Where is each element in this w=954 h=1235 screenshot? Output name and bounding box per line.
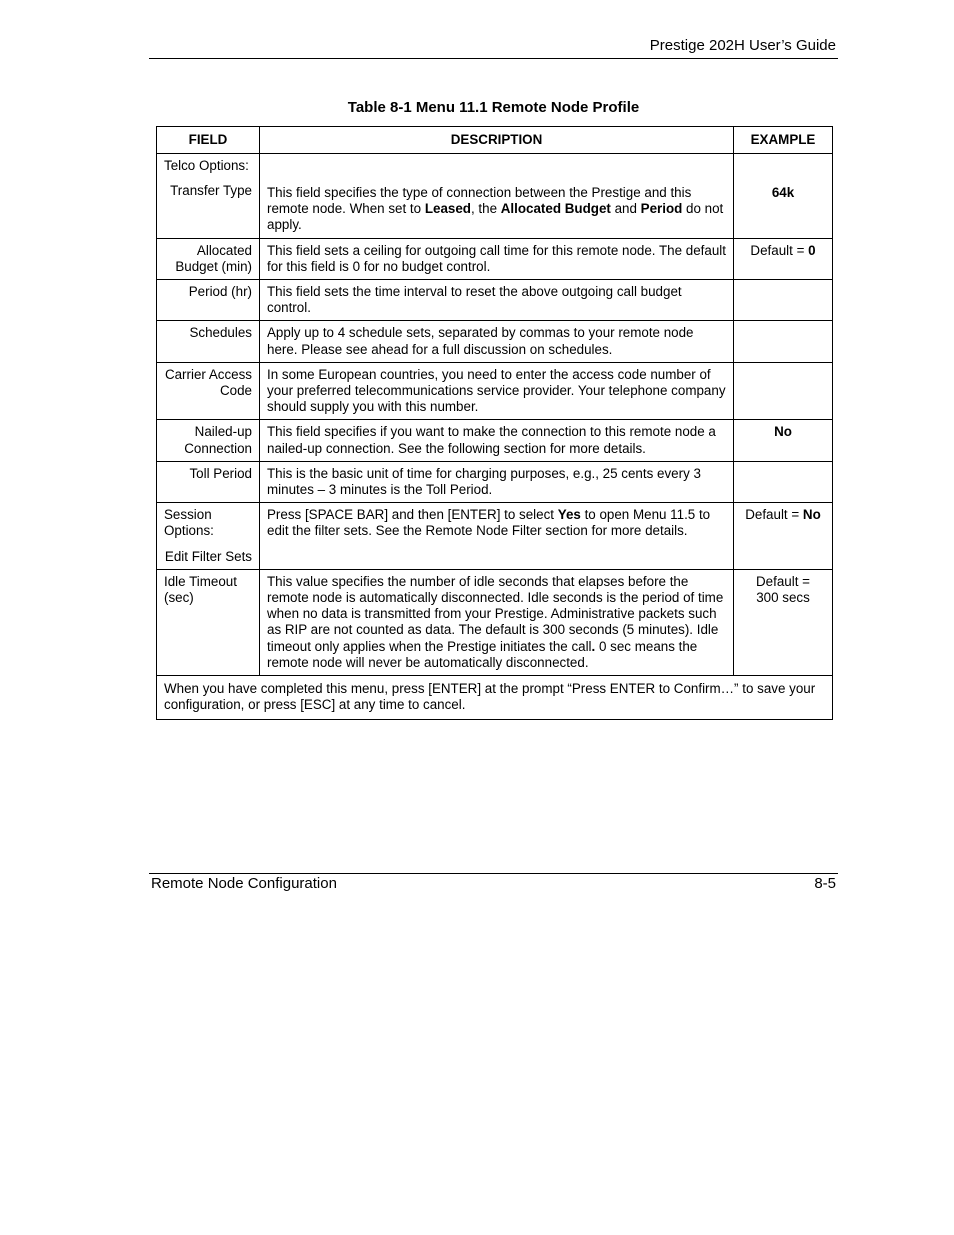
description-text: do not apply. xyxy=(267,201,724,233)
description-cell xyxy=(260,238,734,279)
table-row xyxy=(157,362,833,420)
description-text: This field sets the time interval to reset the above outgoing call budget control. xyxy=(267,284,682,316)
footnote-cell xyxy=(157,676,833,720)
footer-divider xyxy=(149,873,838,874)
field-label: Schedules xyxy=(189,325,252,341)
running-header: Prestige 202H User’s Guide xyxy=(649,37,836,54)
example-cell xyxy=(734,569,833,675)
footnote-text: When you have completed this menu, press [ENTER] at the prompt “Press ENTER to Confirm…” to save your configuration, or press [ESC] at any time to cancel. xyxy=(164,681,816,713)
field-cell xyxy=(157,503,260,570)
example-value: No xyxy=(774,424,792,440)
table-row xyxy=(157,420,833,461)
field-cell xyxy=(157,461,260,502)
example-cell xyxy=(734,503,833,570)
table-row xyxy=(157,569,833,675)
example-prefix: Default = 300 secs xyxy=(756,573,810,606)
field-group-label: Telco Options: xyxy=(164,158,249,173)
description-text: , the xyxy=(470,201,501,217)
footer-chapter: Remote Node Configuration xyxy=(151,875,337,892)
description-cell xyxy=(260,569,734,675)
field-cell xyxy=(157,238,260,279)
example-value: No xyxy=(802,507,821,523)
description-cell xyxy=(260,461,734,502)
field-cell xyxy=(157,569,260,675)
footer-page-number: 8-5 xyxy=(814,875,836,892)
field-cell xyxy=(157,280,260,321)
example-cell xyxy=(734,280,833,321)
table-footnote-row xyxy=(157,676,833,720)
description-text: This value specifies the number of idle seconds that elapses before the remote node is automatically disconnected. Idle seconds is the period of time when no data is transmitted from your Prestige. Administrative packets such as RIP are not counted as data. The default is 300 seconds (5 minutes). Idle timeout only applies when the Prestige initiates the call xyxy=(267,573,724,654)
example-cell xyxy=(734,321,833,362)
description-bold-text: Period xyxy=(640,201,683,217)
field-label: Idle Timeout (sec) xyxy=(164,573,237,606)
table-row xyxy=(157,321,833,362)
description-text: to open Menu 11.5 to edit the filter sets. See the Remote Node Filter section for more details. xyxy=(267,507,711,539)
table-row xyxy=(157,503,833,570)
column-header-description: DESCRIPTION xyxy=(260,127,734,154)
table-row xyxy=(157,461,833,502)
example-value: 0 xyxy=(808,242,816,258)
description-text: This field sets a ceiling for outgoing call time for this remote node. The default for this field is 0 for no budget control. xyxy=(267,242,726,274)
field-cell xyxy=(157,321,260,362)
field-label: Edit Filter Sets xyxy=(164,548,252,564)
description-text: This is the basic unit of time for charging purposes, e.g., 25 cents every 3 minutes – 3 minutes is the Toll Period. xyxy=(267,465,701,498)
example-cell xyxy=(734,362,833,420)
example-cell xyxy=(734,420,833,461)
description-text: This field specifies the type of connection between the Prestige and this remote node. When set to xyxy=(267,185,692,217)
field-cell xyxy=(157,362,260,420)
description-bold-text: Yes xyxy=(557,507,581,523)
field-label: Carrier Access Code xyxy=(164,366,252,399)
example-cell xyxy=(734,238,833,279)
table-row xyxy=(157,238,833,279)
field-label: Nailed-up Connection xyxy=(184,424,252,456)
example-prefix: Default = xyxy=(750,242,809,258)
remote-node-profile-table xyxy=(156,126,833,720)
description-text: 0 sec means the remote node will never be automatically disconnected. xyxy=(267,638,698,670)
field-label: Toll Period xyxy=(189,465,252,481)
table-caption: Table 8-1 Menu 11.1 Remote Node Profile xyxy=(347,99,640,116)
column-header-example: EXAMPLE xyxy=(734,127,833,154)
field-label: Allocated Budget (min) xyxy=(175,242,252,274)
description-bold-text: Leased xyxy=(424,201,471,217)
description-text: This field specifies if you want to make the connection to this remote node a nailed-up connection. See the following section for more details. xyxy=(267,424,716,456)
description-text: In some European countries, you need to enter the access code number of your preferred telecommunications service provider. Your telephone company should supply you with this number. xyxy=(267,366,726,415)
description-text: Apply up to 4 schedule sets, separated by commas to your remote node here. Please see ahead for a full discussion on schedules. xyxy=(267,325,694,357)
table-row xyxy=(157,280,833,321)
field-group-label: Session Options: xyxy=(164,507,214,539)
table-row xyxy=(157,154,833,239)
description-text: and xyxy=(610,201,641,217)
header-divider xyxy=(149,58,838,59)
description-cell xyxy=(260,362,734,420)
example-cell xyxy=(734,154,833,239)
description-cell xyxy=(260,420,734,461)
field-label: Transfer Type xyxy=(170,183,252,199)
field-cell xyxy=(157,154,260,239)
description-text: Press [SPACE BAR] and then [ENTER] to select xyxy=(267,507,558,523)
description-cell xyxy=(260,321,734,362)
description-bold-text: Allocated Budget xyxy=(500,201,611,217)
field-cell xyxy=(157,420,260,461)
description-cell xyxy=(260,503,734,570)
example-cell xyxy=(734,461,833,502)
field-label: Period (hr) xyxy=(188,284,252,300)
description-cell xyxy=(260,280,734,321)
example-value: 64k xyxy=(771,185,795,200)
example-prefix: Default = xyxy=(745,507,803,523)
description-bold-text: . xyxy=(591,638,596,654)
column-header-field: FIELD xyxy=(157,127,260,154)
description-cell xyxy=(260,154,734,239)
table-header-row xyxy=(157,127,833,154)
